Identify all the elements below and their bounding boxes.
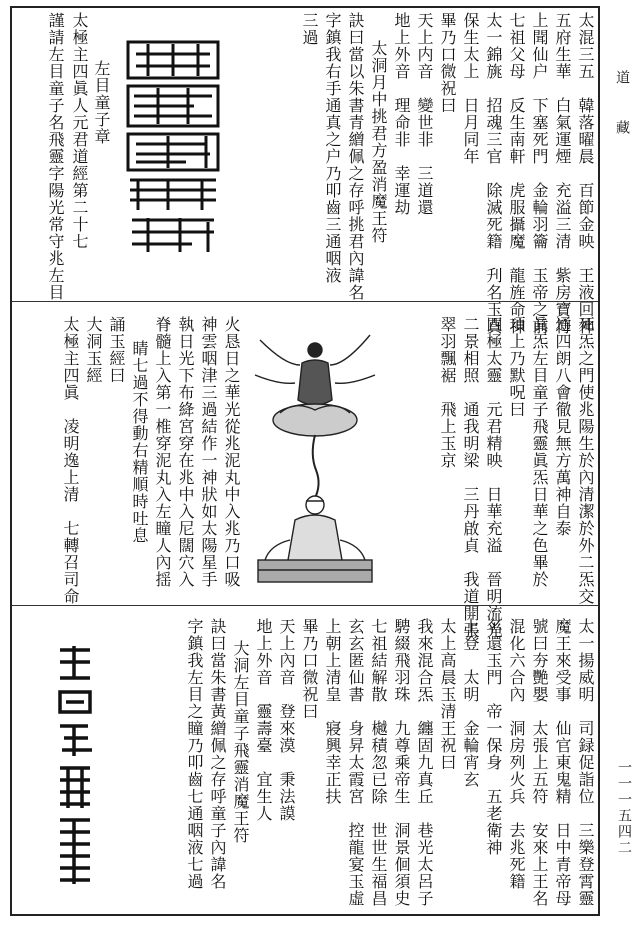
bottom-text-column: 字鎮我左目之瞳乃叩齒七通咽液七過 [185,618,204,890]
bottom-text-column: 號曰夯艷嬰 太張上五符 安來上王名 [530,618,549,907]
top-text-column: 保生太上 日月同年 [461,12,480,165]
top-text-column: 五府生華 白氣運煙 充溢三清 紫房寶符 [553,12,572,335]
top-text-column: 三過 [300,12,319,46]
page-number: 一一一五四二 [616,760,632,856]
top-text-column: 太洞月中挑君方盈消魔王符 [369,40,388,244]
section-divider-bottom [12,605,598,606]
deity-figure-illustration [250,305,380,595]
bottom-text-column: 上登 太明 金輪宵玄 [461,618,480,788]
bottom-text-column: 魔王來受事 仙官東鬼精 日中青帝母 [553,618,572,907]
bottom-text-column: 太一揚威明 司録促詣位 三樂登霄靈 [576,618,595,907]
bottom-text-column: 訣曰當朱書黃繒佩之存呼童子內諱名 [208,618,227,890]
top-text-column: 太混三五 韓落曜晨 百節金映 王液回神 [576,12,595,335]
middle-text-column: 脊髓上入第一椎穿泥丸入左瞳人內揺 [153,316,172,588]
top-text-column: 地上外音 理命非 幸運劫 [392,12,411,216]
top-text-column: 左目童子章 [92,60,111,145]
middle-text-column: 眞炁左目童子飛靈眞炁日華之色畢於 [530,316,549,588]
top-text-column: 太極主四眞人元君道經第二十七 [70,12,89,250]
bottom-text-column: 名還玉門 帝一保身 五老衛神 [484,618,503,856]
bottom-text-column: 玄玄匿仙書 身昇太霞宮 控龍宴玉虛 [346,618,365,907]
talisman-seal-bottom [52,640,97,900]
bottom-text-column: 上朝上清皇 寢興幸正扶 [323,618,342,805]
middle-text-column: 大洞玉經 [84,316,103,384]
bottom-text-column: 天上內音 登來漠 秉法謨 [277,618,296,822]
top-text-column: 字鎮我右手通真之户乃叩齒三通咽液 [323,12,342,284]
top-text-column: 謹請左目童子名飛靈字陽光常守兆左目 [46,12,65,301]
bottom-text-column: 地上外音 靈壽臺 宜生人 [254,618,273,822]
bottom-text-column: 畢乃口微祝曰 [300,618,319,720]
middle-text-column: 通四朗八會徹見無方萬神自泰 [553,316,572,537]
talisman-seal-top [118,34,228,264]
top-text-column: 天上内音 變世非 三道還 [415,12,434,216]
middle-text-column: 誦玉經曰 [107,316,126,384]
bottom-text-column: 七祖結解散 樾積忽已除 世世生福昌 [369,618,388,907]
margin-title: 道 藏 [614,70,630,144]
top-text-column: 上聞仙户 下塞死門 金輪羽籥 玉帝之前 [530,12,549,335]
middle-text-column: 死炁之門使兆陽生於內清潔於外二炁交 [576,316,595,605]
middle-text-column: 太極主四眞 凌明逸上清 七轉召司命 [61,316,80,605]
middle-text-column: 翠羽飄裾 飛上玉京 [438,316,457,469]
top-text-column: 七祖父母 反生南軒 虎服攝魔 龍旌命神 [507,12,526,335]
middle-text-column: 項上乃默呪曰 [507,316,526,418]
middle-text-column: 火恳日之華光從兆泥丸中入兆乃口吸 [222,316,241,588]
middle-text-column: 四極太靈 元君精映 日華充溢 晉明流光 [484,316,503,639]
middle-text-column: 睛七過不得動右精順時吐息 [130,340,149,544]
top-text-column: 訣曰當以朱書青繒佩之存呼挑君內諱名 [346,12,365,301]
bottom-text-column: 太上高晨玉清王祝曰 [438,618,457,771]
top-text-column: 太一錦旐 招魂三官 除滅死籍 刋名玉真 [484,12,503,335]
bottom-text-column: 混化六合內 洞房列火兵 去兆死籍 [507,618,526,890]
middle-text-column: 二景相照 通我明梁 三丹啟貞 我道開張 [461,316,480,639]
middle-text-column: 執日光下布絳宮穿在兆中入尼闊穴入 [176,316,195,588]
bottom-text-column: 騁綴飛羽珠 九尊乘帝生 洞景佪須史 [392,618,411,907]
top-text-column: 畢乃口微祝曰 [438,12,457,114]
middle-text-column: 神雲咽津三過結作一神狀如太陽星手 [199,316,218,588]
bottom-text-column: 我來混合炁 纏固九真丘 巷光太呂子 [415,618,434,907]
bottom-text-column: 大洞左目童子飛靈消魔王符 [231,640,250,844]
